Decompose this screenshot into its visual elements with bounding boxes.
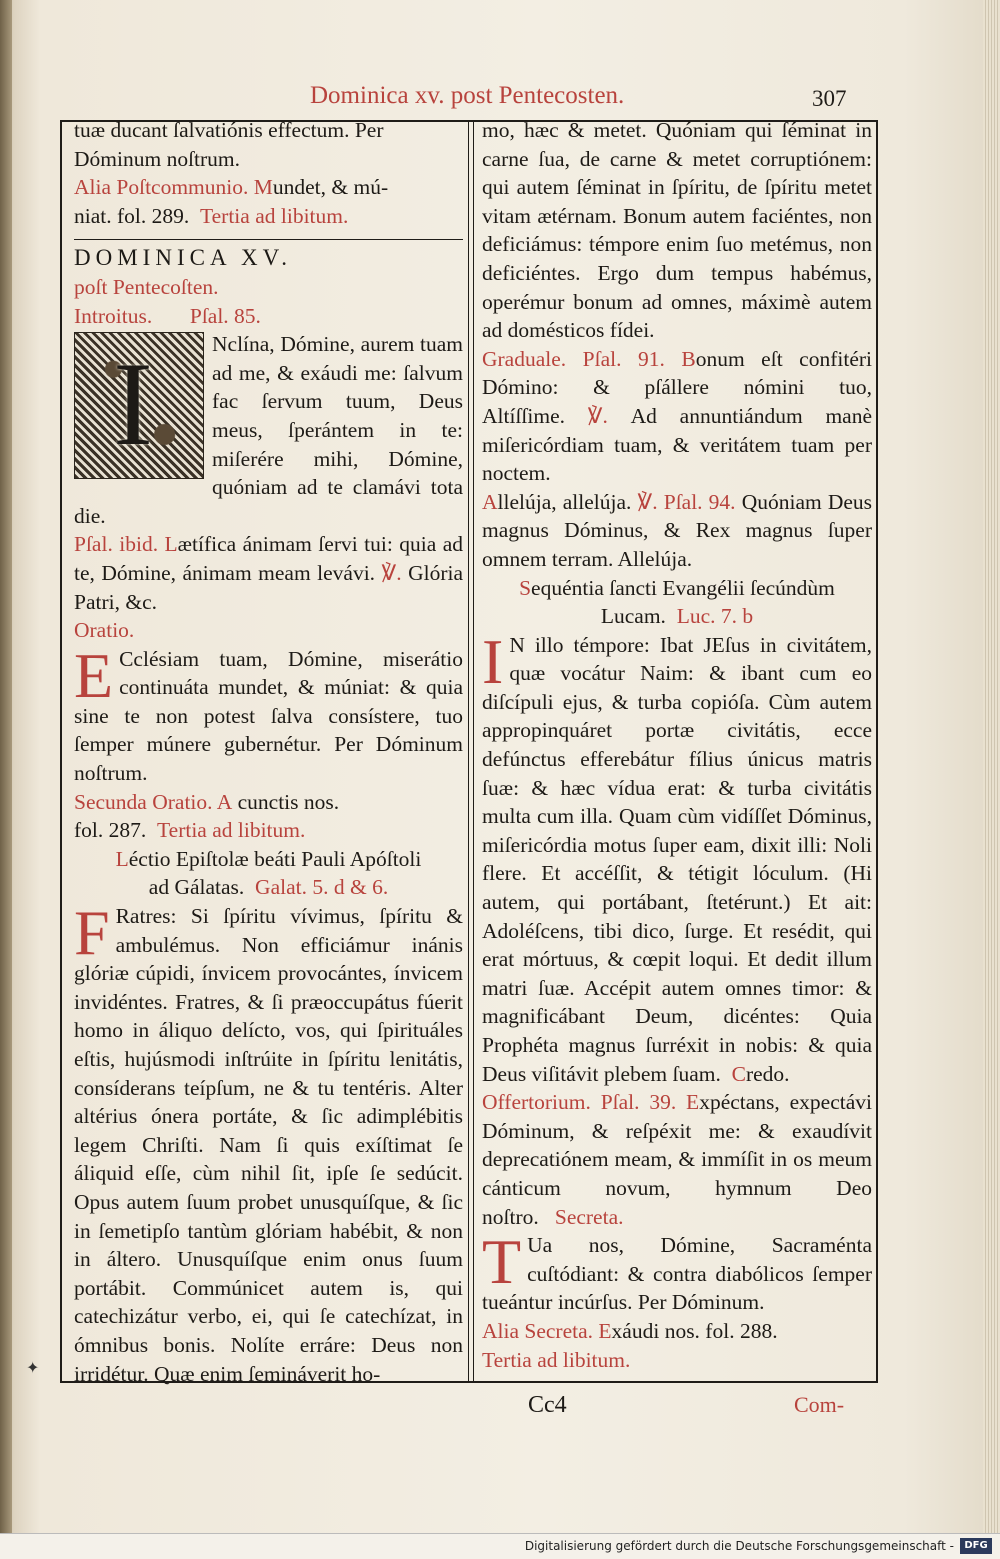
column-divider [468, 120, 469, 1383]
text: xáudi nos. fol. 288. [611, 1318, 778, 1343]
versicle-icon: ℣. [587, 403, 608, 428]
lectio-heading [74, 873, 463, 902]
rubric: Secunda Oratio. A [74, 789, 233, 814]
page-number: 307 [812, 86, 847, 111]
rubric: A [482, 489, 498, 514]
dfg-logo-icon[interactable]: DFG [960, 1538, 992, 1554]
rubric: Offertorium. Pſal. 39. E [482, 1090, 700, 1115]
rubric: Tertia ad libitum. [157, 818, 306, 843]
text: ad Gálatas. [148, 875, 245, 900]
lectio-heading [74, 845, 463, 874]
rubric: L [115, 846, 129, 871]
alia-secreta-line [482, 1317, 872, 1346]
red-initial: E [74, 639, 114, 711]
introitus-heading [74, 302, 463, 331]
footer-bar [0, 1533, 1000, 1559]
versicle-icon: ℣. [381, 560, 402, 585]
rubric: S [519, 575, 532, 600]
right-column [482, 116, 872, 1374]
graduale-line [482, 345, 872, 488]
rubric: Tertia ad libitum. [200, 203, 349, 228]
scripture-ref: Luc. 7. b [676, 604, 754, 629]
section-rule [74, 239, 463, 240]
text: ætífica ánimam ſervi tui: quia ad te, Dómine, ánimam meam levávi. [74, 532, 463, 585]
left-column [74, 116, 463, 1388]
psalm-verse [74, 530, 463, 616]
text: xpéctans, expectávi Dóminum, & reſpéxit me: & exaudívit deprecatiónem meam, & immíſit in os meum cánticum novum, hymnum Deo noſtro. [482, 1090, 872, 1229]
text: Ad annuntiándum manè miſericórdiam tuam, & veritátem tuam per noctem. [482, 403, 873, 486]
column-divider [473, 120, 474, 1383]
tertia-line: Tertia ad libitum. [482, 1347, 631, 1372]
psalm-ref: ℣. Pſal. 94. [637, 489, 736, 514]
epistle-continued: mo, hæc & metet. Quóniam qui ſéminat in carne ſua, de carne & metet corruptiónem: qui autem ſéminat in ſpíritu, de ſpíritu metet vitam ætérnam. Bonum autem faciéntes, non deficiámus: témpore enim ſuo metémus, non deficiéntes. Ergo dum tempus habémus, operémur bonum ad omnes, máximè autem ad domésticos fídei. [482, 118, 872, 343]
postcommunio-line [74, 202, 463, 231]
text-line: tuæ ducant ſalvatiónis effectum. Per [74, 118, 384, 142]
text: niat. fol. 289. [74, 203, 190, 228]
red-initial: F [74, 897, 110, 969]
postcommunio-line [74, 173, 463, 202]
secreta-block [482, 1226, 872, 1317]
secunda-line [74, 788, 463, 817]
catchword: Com- [794, 1392, 845, 1417]
page-gutter [0, 0, 12, 1533]
text: redo. [745, 1061, 790, 1086]
gospel-text [482, 625, 872, 1089]
alleluia-line [482, 488, 872, 574]
red-initial: T [482, 1226, 522, 1298]
text: éctio Epiſtolæ beáti Pauli Apóſtoli [128, 846, 422, 871]
sequentia-heading [482, 574, 872, 603]
text: Lucam. [600, 604, 666, 629]
red-initial: I [482, 625, 504, 697]
secunda-line [74, 816, 463, 845]
frame-rule-left [60, 120, 62, 1383]
frame-rule-right [876, 120, 878, 1383]
text: equéntia ſancti Evangélii ſecúndùm [531, 575, 835, 600]
rubric: Alia Poſtcommunio. M [74, 175, 273, 200]
introitus-block [74, 330, 463, 530]
funding-credit: Digitalisierung gefördert durch die Deutsche Forschungsgemeinschaft - [524, 1539, 954, 1553]
oratio-heading: Oratio. [74, 618, 135, 643]
epistle-text: Ratres: Si ſpíritu vívimus, ſpíritu & ambulémus. Non efficiámur inánis glóriæ cúpidi, ínvicem provocántes, ínvicem invidéntes. Fratres, & ſi præoccupátus fúerit homo in áliquo delícto, vos, qui ſpirituáles eſtis, hujúsmodi inſtrúite in ſpíritu lenitátis, consíderans teípſum, ne & tu tentéris. Alter altérius ónera portáte, & ſic adimplébitis legem Chriſti. Nam ſi quis exíſtimat ſe áliquid eſſe, cùm nihil ſit, ipſe ſe sedúcit. Opus autem ſuum probet unusquíſque, & ſic in ſemetipſo tantùm glóriam habébit, & non in áltero. Unusquíſque enim onus ſuum portábit. Commúnicet autem is, qui catechizátur verbo, ei, qui ſe catechízat, in ómnibus bonis. Nolíte erráre: Deus non irridétur. Quæ enim ſemináverit ho- [74, 904, 463, 1386]
signature-mark: Cc4 [528, 1392, 567, 1418]
sequentia-heading [482, 602, 872, 631]
oratio-block [74, 639, 463, 788]
text: undet, & mú- [272, 175, 389, 200]
text-line: Dóminum noſtrum. [74, 146, 241, 171]
rubric: Alia Secreta. E [482, 1318, 612, 1343]
text: onum eſt confitéri Dómino: & pſállere nómini tuo, Altíſſime. [482, 346, 872, 428]
woodcut-letter: I [113, 337, 153, 471]
feast-title: DOMINICA XV. [74, 245, 293, 271]
gospel-block [482, 625, 872, 1089]
rubric: C [731, 1061, 746, 1086]
psalm-ref: Pſal. 85. [189, 303, 261, 328]
text: Quóniam Deus magnus Dóminus, & Rex magnus ſuper omnem terram. Allelúja. [482, 489, 873, 571]
marginal-mark-icon: ✦ [26, 1358, 40, 1377]
text: N illo témpore: Ibat JEſus in civitátem, quæ vocátur Naim: & ibant cum eo diſcípuli ejus, & turba copióſa. Cùm autem appropinquáret portæ civitátis, ecce defúnctus efferebátur fílius únicus matris ſuæ: & hæc vídua erat: & turba civitátis multa cum illa. Quam cùm vidíſſet Dóminus, miſericórdia motus ſuper eam, dixit illi: Noli flere. Et accéſſit, & tétigit lóculum. (Hi autem, qui portábant, ſtetérunt.) Et ait: Adoléſcens, tibi dico, ſurge. Et resédit, qui erat mórtuus, & cœpit loqui. Et dedit illum matri ſuæ. Accépit autem omnes timor: & magnificábant Deum, dicéntes: Quia Prophéta magnus ſurréxit in nobis: & quia Deus viſitávit plebem ſuam. [482, 632, 872, 1086]
offertorium-line [482, 1088, 872, 1231]
text: llelúja, allelúja. [497, 489, 632, 514]
epistle-block [74, 897, 463, 1388]
running-head: Dominica xv. post Pentecosten. [310, 82, 625, 109]
scripture-ref: Galat. 5. d & 6. [255, 875, 389, 900]
introitus-text: Nclína, Dómine, aurem tuam ad me, & exáudi me: ſalvum fac ſervum tuum, Deus meus, ſperántem in te: miſerére mihi, Dómine, quóniam ad te clamávi tota die. [74, 332, 463, 528]
text: Glória Patri, &c. [74, 560, 464, 614]
rubric: Graduale. Pſal. 91. B [482, 346, 696, 371]
secreta-text: Ua nos, Dómine, Sacraménta cuſtódiant: & contra diabólicos ſemper tueántur incúrſus. Per Dóminum. [482, 1233, 872, 1315]
text: fol. 287. [74, 818, 147, 843]
text: cunctis nos. [237, 789, 340, 814]
feast-subtitle: poſt Pentecoſten. [74, 274, 219, 299]
rubric: Introitus. [74, 303, 153, 328]
oratio-text: Cclésiam tuam, Dómine, miserátio continuáta mundet, & múniat: & quia sine te non potest ſalva consístere, tuo ſemper múnere gubernétur. Per Dóminum noſtrum. [74, 646, 463, 786]
page-fore-edge [983, 0, 1000, 1533]
woodcut-initial-icon [74, 332, 204, 479]
secreta-heading: Secreta. [554, 1204, 624, 1229]
rubric: Pſal. ibid. L [74, 532, 178, 557]
